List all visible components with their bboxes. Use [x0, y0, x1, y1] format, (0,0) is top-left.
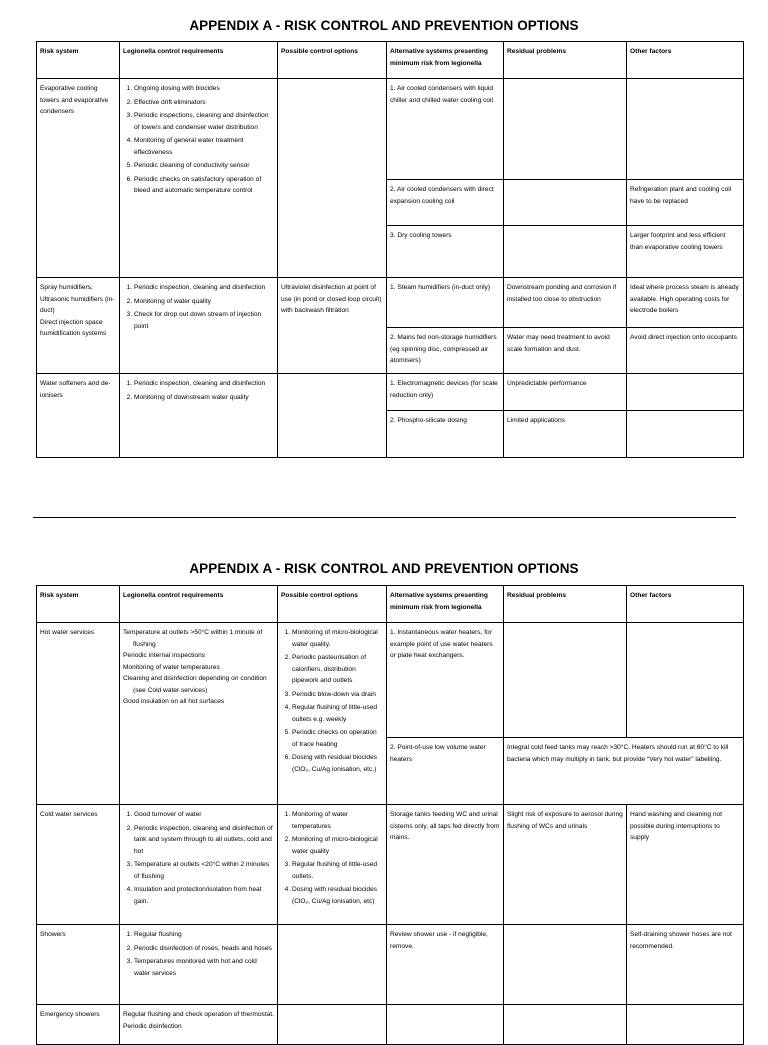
- list-item: 6. Periodic checks on satisfactory operation of bleed and automatic temperature control: [134, 174, 274, 197]
- possible-cell: Ultraviolet disinfection at point of use (in pond or closed loop circuit) with backwash filtration: [278, 278, 387, 374]
- residual-cell: Unpredictable performance: [504, 374, 627, 411]
- header-risk-system: Risk system: [37, 586, 120, 623]
- residual-cell: Downstream ponding and corrosion if installed too close to obstruction: [504, 278, 627, 328]
- controls-cell: [120, 278, 278, 374]
- page1-title: APPENDIX A - RISK CONTROL AND PREVENTION OPTIONS: [189, 18, 579, 33]
- list-item: 3. Check for drop out down stream of injection point: [134, 309, 274, 332]
- header-possible-control: Possible control options: [278, 586, 387, 623]
- other-cell: Self-draining shower hoses are not recommended.: [627, 925, 744, 1005]
- risk-system-text: Spray humidifiers, Ultrasonic humidifiers (in-duct): [40, 284, 115, 315]
- residual-cell: Limited applications: [504, 411, 627, 458]
- list-item: 4. Dosing with residual biocides (ClO₂, Cu/Ag ionisation, etc): [292, 884, 383, 907]
- other-cell: [627, 1005, 744, 1045]
- list-item: 1. Periodic inspection, cleaning and disinfection: [134, 282, 274, 294]
- header-residual-problems: Residual problems: [504, 586, 627, 623]
- risk-system-cell: Water softeners and de-ionisers: [37, 374, 120, 458]
- residual-cell: Integral cold feed tanks may reach >30°C. Heaters should run at 60°C to kill bacteria which may multiply in tank, but provide “Very hot water” labelling.: [504, 738, 744, 805]
- possible-cell: [278, 374, 387, 458]
- list-item: 4. Regular flushing of little-used outlets e.g. weekly: [292, 702, 383, 725]
- header-other-factors: Other factors: [627, 586, 744, 623]
- list-item: 3. Regular flushing of little-used outlets.: [292, 859, 383, 882]
- controls-cell: Regular flushing and check operation of thermostat. Periodic disinfection: [120, 1005, 278, 1045]
- controls-cell: [120, 805, 278, 925]
- list-item: 2. Monitoring of water quality: [134, 296, 274, 308]
- other-cell: Hand washing and cleaning not possible during interruptions to supply: [627, 805, 744, 925]
- alternative-cell: Review shower use - if negligible, remove.: [387, 925, 504, 1005]
- alternative-cell: 1. Instantaneous water heaters, for example point of use water heaters or plate heat exchangers.: [387, 623, 504, 738]
- header-possible-control: Possible control options: [278, 42, 387, 79]
- header-alternative-systems: Alternative systems presenting minimum risk from legionella: [387, 586, 504, 623]
- possible-cell: [278, 1005, 387, 1045]
- page2-title: APPENDIX A - RISK CONTROL AND PREVENTION OPTIONS: [189, 561, 579, 576]
- list-item: 2. Monitoring of downstream water quality: [134, 392, 274, 404]
- alternative-cell: 2. Air cooled condensers with direct expansion cooling coil: [387, 180, 504, 226]
- risk-system-cell: Cold water services: [37, 805, 120, 925]
- table-row: [37, 805, 744, 925]
- residual-cell: [504, 226, 627, 278]
- residual-cell: [504, 925, 627, 1005]
- list-item: 4. Monitoring of general water treatment effectiveness: [134, 135, 274, 158]
- alternative-cell: 2. Point-of-use low volume water heaters: [387, 738, 504, 805]
- list-item: 1. Good turnover of water: [134, 809, 274, 821]
- control-text: Cleaning and disinfection depending on condition (see Cold water services): [123, 675, 267, 694]
- controls-cell: [120, 925, 278, 1005]
- list-item: 3. Temperatures monitored with hot and cold water services: [134, 956, 274, 979]
- alternative-cell: 1. Air cooled condensers with liquid chiller and chilled water cooling coil: [387, 79, 504, 180]
- header-risk-system: Risk system: [37, 42, 120, 79]
- list-item: 5. Periodic checks on operation of trace heating: [292, 727, 383, 750]
- alternative-cell: 1. Steam humidifiers (in-duct only): [387, 278, 504, 328]
- controls-cell: [120, 623, 278, 805]
- other-cell: [627, 623, 744, 738]
- control-text: Temperature at outlets >50°C within 1 minute of flushing: [123, 629, 263, 648]
- list-item: 3. Temperature at outlets <20°C within 2 minutes of flushing: [134, 859, 274, 882]
- page1-table: [36, 41, 744, 458]
- other-cell: [627, 411, 744, 458]
- possible-list-wrapper: [281, 627, 383, 777]
- control-text: Monitoring of water temperatures: [123, 663, 220, 671]
- list-item: 3. Periodic inspections, cleaning and disinfection of towers and condenser water distribution: [134, 110, 274, 133]
- control-text: Periodic internal inspections: [123, 652, 206, 660]
- risk-system-cell: Evaporative cooling towers and evaporative condensers: [37, 79, 120, 278]
- list-item: 2. Periodic disinfection of roses, heads and hoses: [134, 943, 274, 955]
- risk-system-cell: Hot water services: [37, 623, 120, 805]
- list-item: 3. Periodic blow-down via drain: [292, 689, 383, 701]
- header-other-factors: Other factors: [627, 42, 744, 79]
- list-item: 1. Monitoring of micro-biological water quality.: [292, 627, 383, 650]
- header-legionella-control: Legionella control requirements: [120, 586, 278, 623]
- alternative-cell: 2. Mains fed non-storage humidifiers (eg spinning disc, compressed air atomisers): [387, 328, 504, 374]
- table-row: [37, 79, 744, 180]
- list-item: 2. Periodic pasteurisation of calorifiers, distribution pipework and outlets: [292, 652, 383, 687]
- other-cell: [627, 278, 744, 328]
- residual-cell: Water may need treatment to avoid scale formation and dust.: [504, 328, 627, 374]
- list-item: 5. Periodic cleaning of conductivity sensor: [134, 160, 274, 172]
- risk-system-cell: Showers: [37, 925, 120, 1005]
- list-item: 4. Insulation and protection/isolation from heat gain.: [134, 884, 274, 907]
- header-legionella-control: Legionella control requirements: [120, 42, 278, 79]
- other-cell: Refrigeration plant and cooling coil have to be replaced: [627, 180, 744, 226]
- list-item: 2. Periodic inspection, cleaning and disinfection of tank and system through to all outlets, cold and hot: [134, 823, 274, 858]
- risk-system-cell: Emergency showers: [37, 1005, 120, 1045]
- controls-cell: [120, 79, 278, 278]
- page2-table: [36, 585, 744, 1045]
- alternative-cell: 1. Electromagnetic devices (for scale reduction only): [387, 374, 504, 411]
- list-item: 2. Effective drift eliminators: [134, 97, 274, 109]
- risk-system-cell: [37, 278, 120, 374]
- residual-cell: [504, 180, 627, 226]
- possible-cell: [278, 79, 387, 278]
- table-row: [37, 925, 744, 1005]
- other-cell: Avoid direct injection onto occupants: [627, 328, 744, 374]
- table-row: [37, 1005, 744, 1045]
- possible-cell: [278, 805, 387, 925]
- list-item: 2. Monitoring of micro-biological water quality: [292, 834, 383, 857]
- other-text: Ideal where process steam is already available. High operating costs for electrode boilers: [630, 284, 739, 315]
- alternative-cell: Storage tanks feeding WC and urinal cisterns only, all taps fed directly from mains.: [387, 805, 504, 925]
- page-separator: [33, 517, 736, 518]
- risk-system-text: Direct injection space humidification systems: [40, 318, 107, 338]
- control-text: Good insulation on all hot surfaces: [123, 698, 225, 706]
- list-item: 6. Dosing with residual biocides (ClO₂, Cu/Ag ionisation, etc.): [292, 752, 383, 775]
- list-item: 1. Regular flushing: [134, 929, 274, 941]
- table-header-row: [37, 42, 744, 79]
- header-alternative-systems: Alternative systems presenting minimum risk from legionella: [387, 42, 504, 79]
- list-item: 1. Monitoring of water temperatures: [292, 809, 383, 832]
- alternative-cell: [387, 1005, 504, 1045]
- alternative-cell: 3. Dry cooling towers: [387, 226, 504, 278]
- header-residual-problems: Residual problems: [504, 42, 627, 79]
- residual-cell: [504, 623, 627, 738]
- residual-cell: [504, 1005, 627, 1045]
- possible-cell: [278, 925, 387, 1005]
- table-row: [37, 278, 744, 328]
- other-cell: [627, 79, 744, 180]
- table-row: [37, 623, 744, 738]
- other-cell: [627, 374, 744, 411]
- residual-cell: [504, 79, 627, 180]
- residual-cell: Slight risk of exposure to aerosol during flushing of WCs and urinals: [504, 805, 627, 925]
- alternative-cell: 2. Phospho-silicate dosing: [387, 411, 504, 458]
- other-cell: Larger footprint and less efficient than evaporative cooling towers: [627, 226, 744, 278]
- controls-cell: [120, 374, 278, 458]
- table-header-row: [37, 586, 744, 623]
- possible-cell: [278, 623, 387, 805]
- table-row: [37, 374, 744, 411]
- list-item: 1. Periodic inspection, cleaning and disinfection: [134, 378, 274, 390]
- list-item: 1. Ongoing dosing with biocides: [134, 83, 274, 95]
